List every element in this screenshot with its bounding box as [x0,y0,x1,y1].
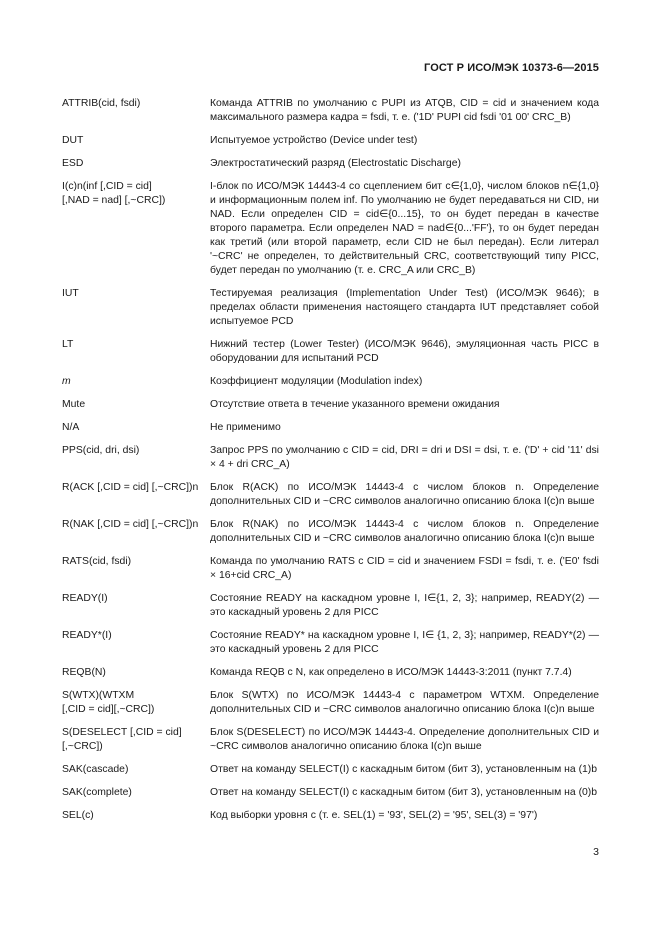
list-item [62,689,599,717]
term: S(WTX)(WTXM [,CID = cid][,~CRC]) [62,690,155,715]
term: ATTRIB(cid, fsdi) [62,98,141,109]
definition: Не применимо [210,422,281,433]
term: R(ACK [,CID = cid] [,~CRC])n [62,482,199,493]
definition: Запрос PPS по умолчанию с CID = cid, DRI = dri и DSI = dsi, т. е. ('D' + cid '11' dsi × 4 + dri CRC_A) [210,445,599,470]
list-item [62,726,599,754]
list-item [62,287,599,329]
list-item [62,518,599,546]
term: LT [62,339,74,350]
term: RATS(cid, fsdi) [62,556,132,567]
term: DUT [62,135,84,146]
definition: Коэффициент модуляции (Modulation index) [210,376,423,387]
term: SEL(c) [62,810,94,821]
term: SAK(cascade) [62,764,129,775]
list-item [62,97,599,125]
term: S(DESELECT [,CID = cid] [,~CRC]) [62,727,182,752]
definition: Состояние READY* на каскадном уровне I, I∈ {1, 2, 3}; например, READY*(2) — это каскадный уровень 2 для PICC [210,630,599,655]
term: ESD [62,158,84,169]
definition: Команда по умолчанию RATS с CID = cid и значением FSDI = fsdi, т. е. ('E0' fsdi × 16+cid CRC_A) [210,556,599,581]
list-item [62,421,599,435]
definition: Нижний тестер (Lower Tester) (ИСО/МЭК 9646), эмуляционная часть PICC в оборудовании для испытаний PCD [210,339,599,364]
term: SAK(complete) [62,787,132,798]
definition: Код выборки уровня c (т. е. SEL(1) = '93', SEL(2) = '95', SEL(3) = '97') [210,810,538,821]
abbreviations-list [62,97,599,832]
list-item [62,375,599,389]
definition: Команда REQB с N, как определено в ИСО/МЭК 14443-3:2011 (пункт 7.7.4) [210,667,572,678]
term: I(c)n(inf [,CID = cid] [,NAD = nad] [,~CRC]) [62,181,166,206]
definition: Блок S(DESELECT) по ИСО/МЭК 14443-4. Определение дополнительных CID и ~CRC символов аналогично описанию блока I(c)n выше [210,727,599,752]
definition: Команда ATTRIB по умолчанию с PUPI из ATQB, CID = cid и значением кода максимального размера кадра = fsdi, т. е. ('1D' PUPI cid fsdi '01 00' CRC_B) [210,98,599,123]
list-item [62,666,599,680]
term: READY(I) [62,593,108,604]
term: READY*(I) [62,630,112,641]
term: REQB(N) [62,667,106,678]
definition: Блок S(WTX) по ИСО/МЭК 14443-4 с параметром WTXM. Определение дополнительных CID и ~CRC символов аналогично описанию блока I(c)n выше [210,690,599,715]
definition: Ответ на команду SELECT(I) с каскадным битом (бит 3), установленным на (1)b [210,764,598,775]
term: m [62,376,71,387]
list-item [62,398,599,412]
term: Mute [62,399,86,410]
list-item [62,180,599,278]
definition: Блок R(ACK) по ИСО/МЭК 14443-4 с числом блоков n. Определение дополнительных CID и ~CRC символов аналогично описанию блока I(c)n выше [210,482,599,507]
page-number: 3 [593,846,599,858]
definition: Ответ на команду SELECT(I) с каскадным битом (бит 3), установленным на (0)b [210,787,598,798]
term: R(NAK [,CID = cid] [,~CRC])n [62,519,199,530]
list-item [62,481,599,509]
list-item [62,134,599,148]
definition: I-блок по ИСО/МЭК 14443-4 со сцеплением бит c∈{1,0}, числом блоков n∈{1,0} и информационным полем inf. По умолчанию не будет передаваться ни CID, ни NAD. Если определен CID = cid∈{0...15}, то он будет передан в качестве второго параметра. Если определен NAD = nad∈{0...'FF'}, то он будет передан как третий (или второй параметр, если CID не был передан). Если литерал '~CRC' не определен, то действительный CRC, соответствующий типу PICC, будет передан по умолчанию (т. е. CRC_A или CRC_B) [210,181,599,276]
term: N/A [62,422,80,433]
definition: Испытуемое устройство (Device under test) [210,135,418,146]
definition: Отсутствие ответа в течение указанного времени ожидания [210,399,500,410]
document-header: ГОСТ Р ИСО/МЭК 10373-6—2015 [424,62,599,74]
list-item [62,444,599,472]
list-item [62,592,599,620]
definition: Тестируемая реализация (Implementation Under Test) (ИСО/МЭК 9646); в пределах области применения настоящего стандарта IUT представляет собой испытуемое PCD [210,288,599,327]
list-item [62,763,599,777]
term: IUT [62,288,79,299]
definition: Электростатический разряд (Electrostatic Discharge) [210,158,461,169]
term: PPS(cid, dri, dsi) [62,445,140,456]
list-item [62,338,599,366]
list-item [62,786,599,800]
definition: Состояние READY на каскадном уровне I, I∈{1, 2, 3}; например, READY(2) — это каскадный уровень 2 для PICC [210,593,599,618]
list-item [62,629,599,657]
definition: Блок R(NAK) по ИСО/МЭК 14443-4 с числом блоков n. Определение дополнительных CID и ~CRC символов аналогично описанию блока I(c)n выше [210,519,599,544]
list-item [62,809,599,823]
list-item [62,157,599,171]
list-item [62,555,599,583]
